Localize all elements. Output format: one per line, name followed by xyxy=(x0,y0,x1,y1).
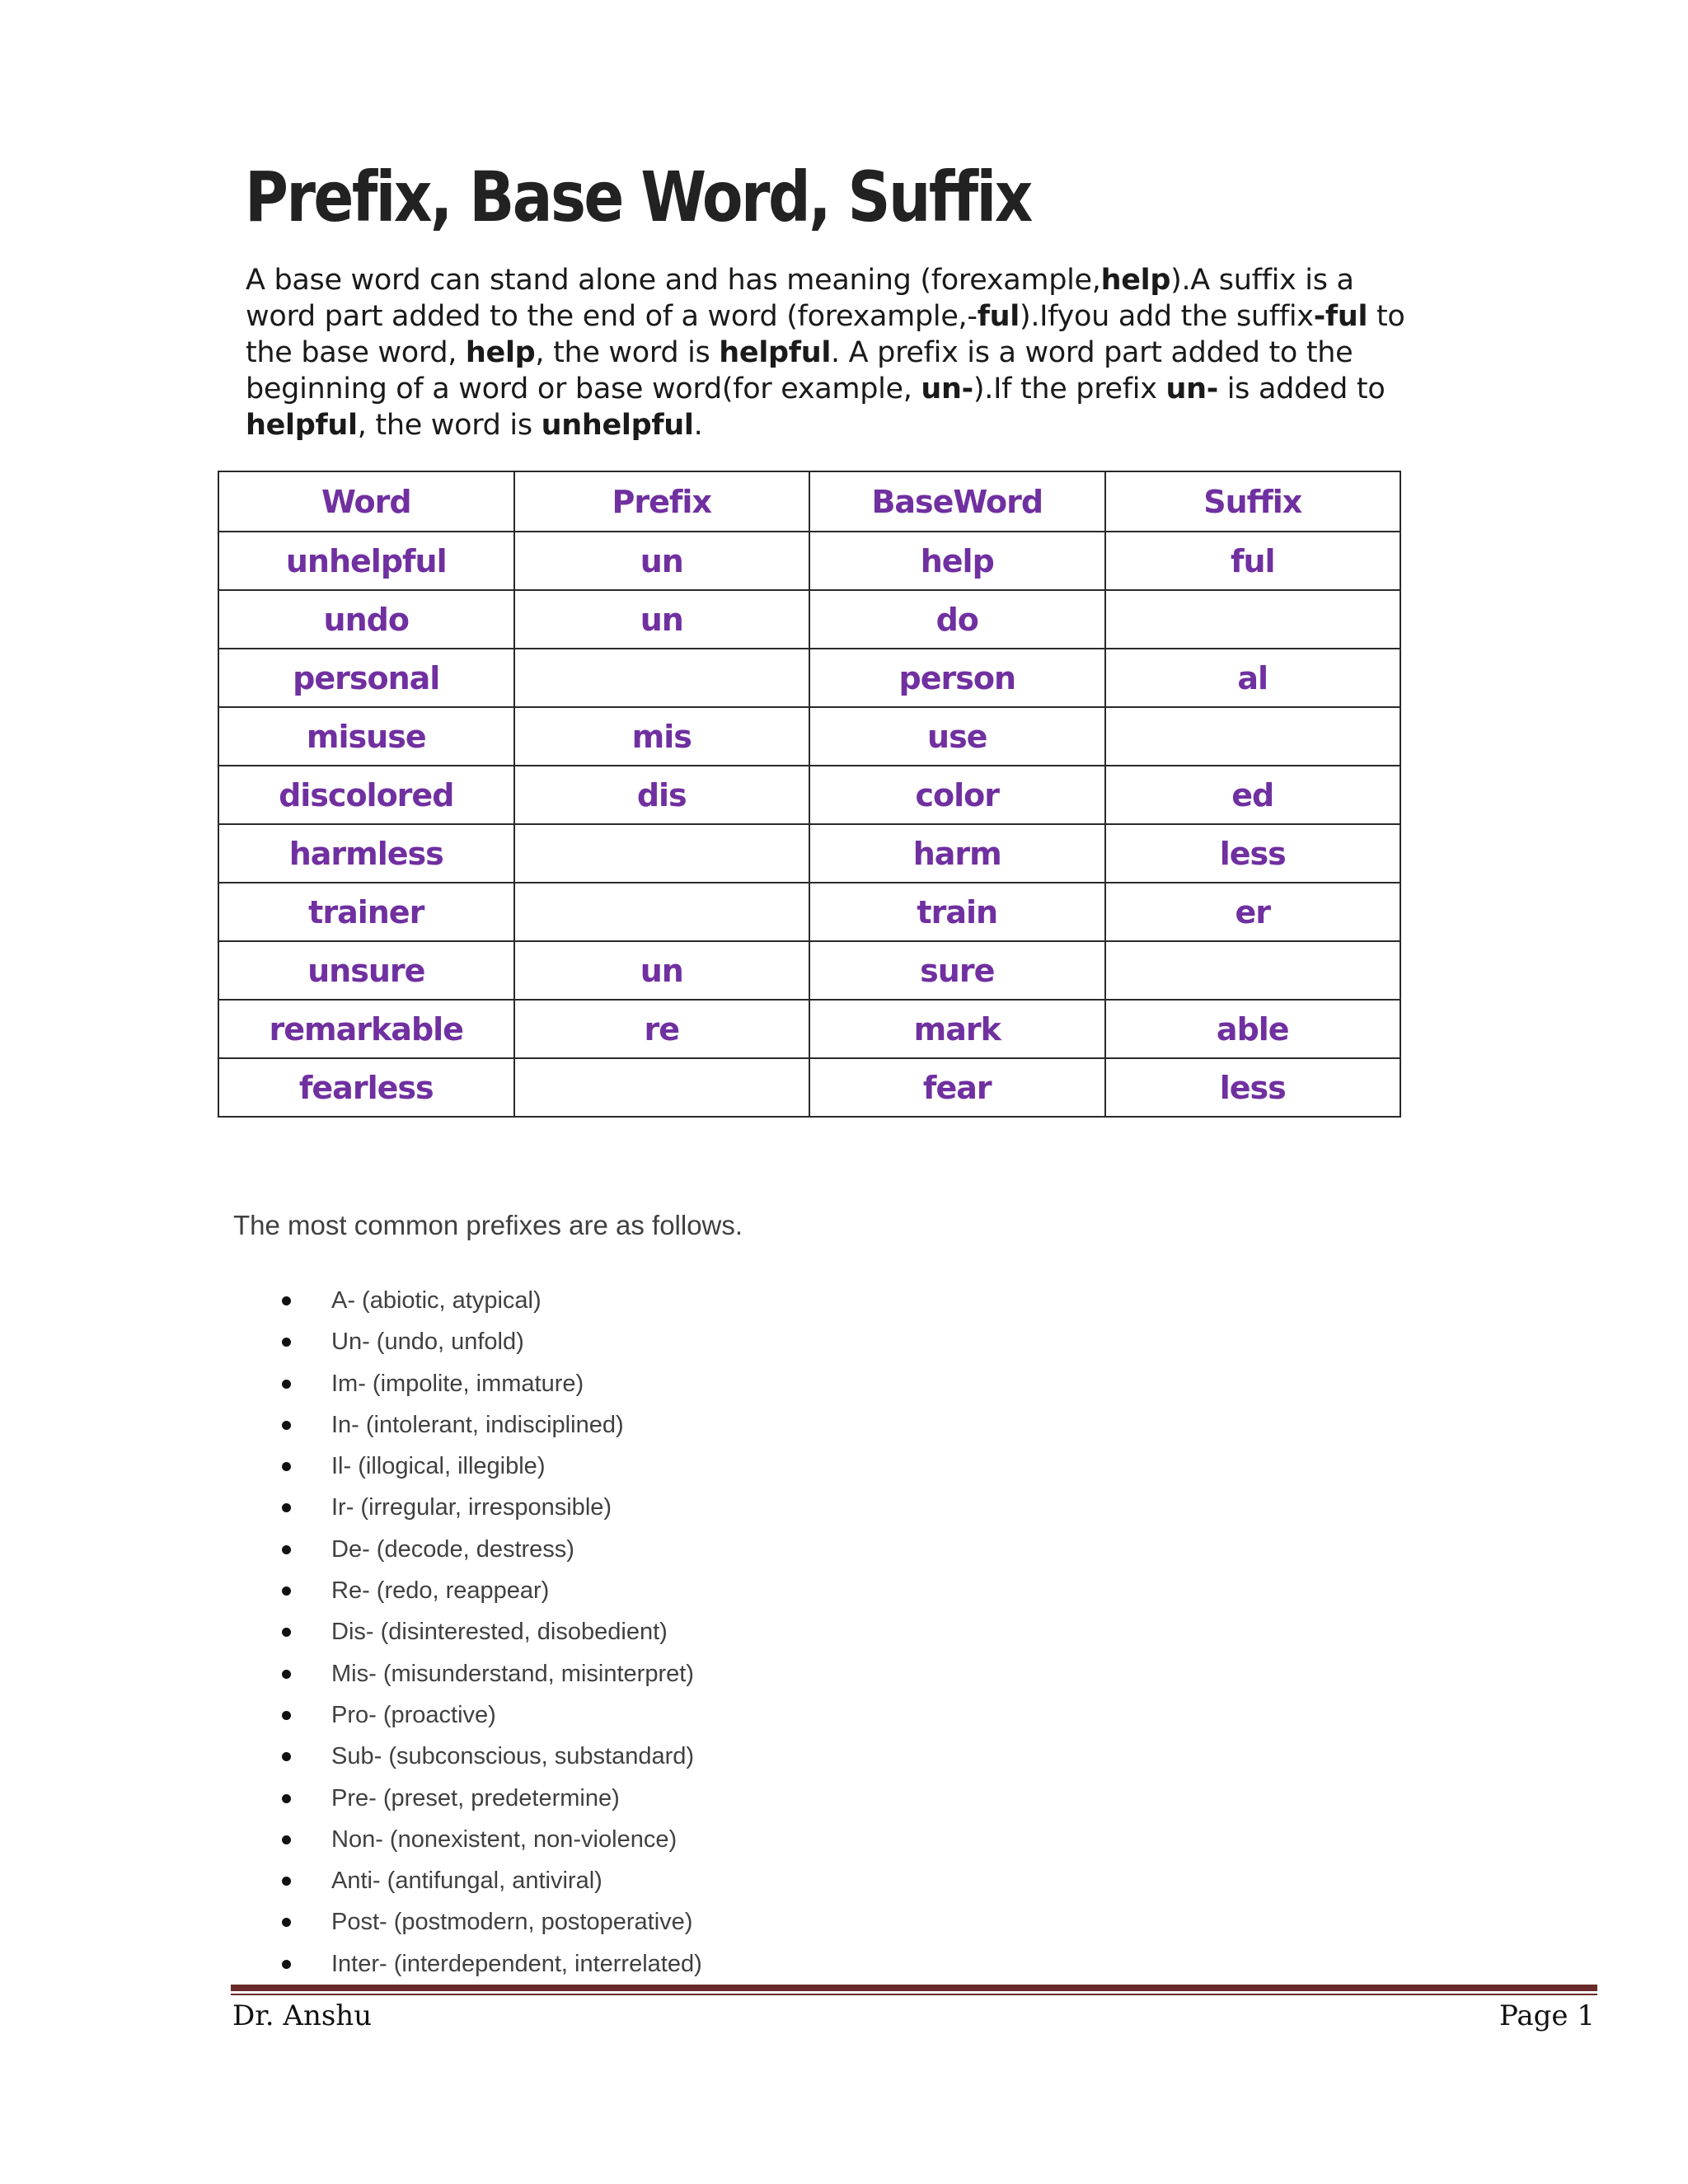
list-item-text: Post- (postmodern, postoperative) xyxy=(331,1909,693,1936)
cell-baseword: train xyxy=(809,883,1105,941)
list-item-text: Sub- (subconscious, substandard) xyxy=(331,1743,695,1770)
intro-bold: un- xyxy=(921,373,973,405)
cell-baseword: do xyxy=(809,590,1105,649)
cell-word: misuse xyxy=(218,707,514,766)
cell-suffix: er xyxy=(1105,883,1401,941)
intro-text: , the word is xyxy=(357,409,542,442)
cell-suffix xyxy=(1105,941,1401,1000)
table-row xyxy=(218,1000,1400,1058)
cell-baseword: fear xyxy=(809,1058,1105,1117)
intro-text: ).If the prefix xyxy=(973,373,1166,405)
list-item-text: A- (abiotic, atypical) xyxy=(331,1287,542,1314)
bullet-icon xyxy=(282,1338,291,1347)
intro-text: A base word can stand alone and has meaning (forexample, xyxy=(246,264,1101,297)
list-item xyxy=(0,1446,702,1487)
cell-suffix: able xyxy=(1105,1000,1401,1058)
intro-text: ).A suffix is a word part added to the end of a word (forexample,- xyxy=(246,264,1354,333)
cell-word: undo xyxy=(218,590,514,649)
cell-baseword: help xyxy=(809,532,1105,590)
cell-word: personal xyxy=(218,649,514,707)
table-row xyxy=(218,590,1400,649)
cell-word: harmless xyxy=(218,824,514,883)
header-baseword: BaseWord xyxy=(809,471,1105,532)
intro-bold: unhelpful xyxy=(541,409,694,442)
bullet-icon xyxy=(282,1794,291,1803)
list-item xyxy=(0,1363,702,1404)
list-item-text: Non- (nonexistent, non-violence) xyxy=(331,1825,678,1853)
intro-text: . A prefix is a word part added to the beginning of a word or base word(for example, xyxy=(246,336,1353,405)
cell-suffix: ed xyxy=(1105,766,1401,824)
bullet-icon xyxy=(282,1380,291,1389)
list-item xyxy=(0,1943,702,1985)
list-item xyxy=(0,1280,702,1321)
list-item-text: Dis- (disinterested, disobedient) xyxy=(331,1619,668,1646)
list-item-text: De- (decode, destress) xyxy=(331,1535,574,1563)
intro-bold: help xyxy=(465,336,536,369)
page-title: Prefix, Base Word, Suffix xyxy=(245,157,1031,237)
table-row xyxy=(218,941,1400,1000)
list-item xyxy=(0,1694,702,1736)
cell-baseword: person xyxy=(809,649,1105,707)
header-suffix: Suffix xyxy=(1105,471,1401,532)
list-item-text: Pre- (preset, predetermine) xyxy=(331,1784,620,1811)
cell-word: unhelpful xyxy=(218,532,514,590)
intro-bold: help xyxy=(1100,264,1171,297)
table-row xyxy=(218,532,1400,590)
cell-prefix xyxy=(514,824,810,883)
bullet-icon xyxy=(282,1960,291,1969)
cell-prefix: un xyxy=(514,532,810,590)
intro-bold: ful xyxy=(977,300,1020,333)
intro-text: is added to xyxy=(1217,373,1386,405)
cell-prefix xyxy=(514,649,810,707)
table-row xyxy=(218,707,1400,766)
cell-baseword: mark xyxy=(809,1000,1105,1058)
cell-word: unsure xyxy=(218,941,514,1000)
cell-baseword: color xyxy=(809,766,1105,824)
bullet-icon xyxy=(282,1545,291,1554)
cell-suffix xyxy=(1105,590,1401,649)
cell-word: remarkable xyxy=(218,1000,514,1058)
cell-prefix: re xyxy=(514,1000,810,1058)
cell-word: fearless xyxy=(218,1058,514,1117)
list-item xyxy=(0,1321,702,1362)
list-item-text: Pro- (proactive) xyxy=(331,1701,496,1728)
footer-divider-thin xyxy=(231,1994,1597,1995)
bullet-icon xyxy=(282,1670,291,1679)
intro-bold: -ful xyxy=(1313,300,1368,333)
bullet-icon xyxy=(282,1711,291,1720)
bullet-icon xyxy=(282,1503,291,1512)
list-item xyxy=(0,1901,702,1943)
page-number: Page 1 xyxy=(1499,1999,1595,2032)
prefix-list xyxy=(0,1280,702,1985)
cell-prefix: dis xyxy=(514,766,810,824)
cell-suffix: less xyxy=(1105,824,1401,883)
list-item-text: Anti- (antifungal, antiviral) xyxy=(331,1868,603,1895)
cell-baseword: use xyxy=(809,707,1105,766)
list-item xyxy=(0,1570,702,1611)
table-row xyxy=(218,1058,1400,1117)
footer-divider xyxy=(231,1985,1597,1991)
table-row xyxy=(218,883,1400,941)
intro-paragraph xyxy=(246,262,1416,443)
intro-text: , the word is xyxy=(535,336,720,369)
cell-prefix xyxy=(514,1058,810,1117)
table-row xyxy=(218,649,1400,707)
list-item-text: Inter- (interdependent, interrelated) xyxy=(331,1950,702,1977)
bullet-icon xyxy=(282,1835,291,1844)
cell-suffix: ful xyxy=(1105,532,1401,590)
cell-prefix: un xyxy=(514,941,810,1000)
table-row xyxy=(218,766,1400,824)
table-row xyxy=(218,824,1400,883)
list-item-text: Im- (impolite, immature) xyxy=(331,1370,584,1397)
cell-baseword: harm xyxy=(809,824,1105,883)
word-parts-table xyxy=(218,471,1401,1118)
cell-baseword: sure xyxy=(809,941,1105,1000)
header-word: Word xyxy=(218,471,514,532)
intro-text: ).Ifyou add the suffix xyxy=(1019,300,1314,333)
bullet-icon xyxy=(282,1462,291,1471)
list-item-text: Mis- (misunderstand, misinterpret) xyxy=(331,1660,694,1687)
list-item xyxy=(0,1778,702,1819)
cell-suffix: al xyxy=(1105,649,1401,707)
list-item xyxy=(0,1653,702,1694)
list-item-text: Ir- (irregular, irresponsible) xyxy=(331,1494,612,1521)
bullet-icon xyxy=(282,1586,291,1596)
bullet-icon xyxy=(282,1752,291,1761)
list-item xyxy=(0,1487,702,1528)
intro-bold: helpful xyxy=(719,336,832,369)
list-item xyxy=(0,1404,702,1446)
list-item-text: Re- (redo, reappear) xyxy=(331,1577,550,1605)
prefix-list-lead: The most common prefixes are as follows. xyxy=(233,1210,743,1240)
cell-suffix: less xyxy=(1105,1058,1401,1117)
cell-prefix xyxy=(514,883,810,941)
intro-text: to the base word, xyxy=(246,300,1405,369)
list-item xyxy=(0,1529,702,1570)
intro-text: . xyxy=(693,409,703,442)
bullet-icon xyxy=(282,1877,291,1886)
intro-bold: helpful xyxy=(246,409,358,442)
cell-word: discolored xyxy=(218,766,514,824)
bullet-icon xyxy=(282,1296,291,1305)
list-item xyxy=(0,1860,702,1901)
table-header-row xyxy=(218,471,1400,532)
header-prefix: Prefix xyxy=(514,471,810,532)
bullet-icon xyxy=(282,1918,291,1927)
bullet-icon xyxy=(282,1421,291,1430)
cell-suffix xyxy=(1105,707,1401,766)
cell-prefix: mis xyxy=(514,707,810,766)
list-item-text: Un- (undo, unfold) xyxy=(331,1329,524,1356)
intro-bold: un- xyxy=(1165,373,1218,405)
list-item xyxy=(0,1736,702,1777)
footer-author: Dr. Anshu xyxy=(232,1999,373,2032)
cell-prefix: un xyxy=(514,590,810,649)
bullet-icon xyxy=(282,1628,291,1637)
list-item xyxy=(0,1611,702,1652)
list-item-text: In- (intolerant, indisciplined) xyxy=(331,1411,624,1438)
list-item xyxy=(0,1819,702,1860)
list-item-text: Il- (illogical, illegible) xyxy=(331,1453,546,1480)
cell-word: trainer xyxy=(218,883,514,941)
